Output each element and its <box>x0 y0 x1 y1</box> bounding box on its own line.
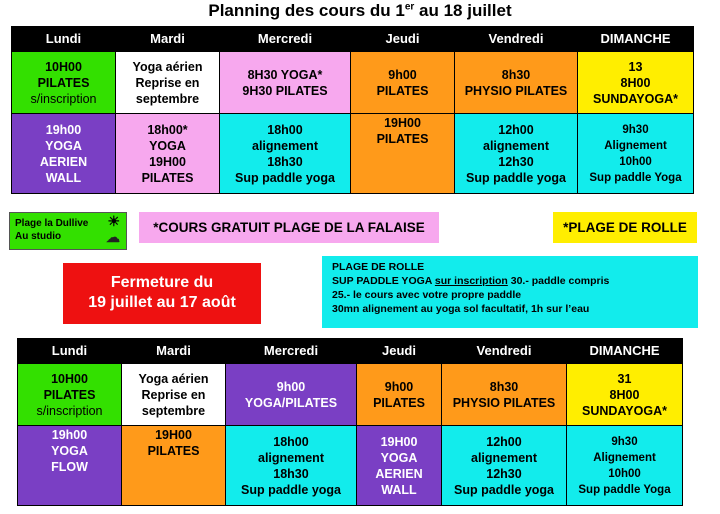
class-cell-mercredi: 8H30 YOGA* 9H30 PILATES <box>220 52 351 114</box>
class-cell-mardi: Yoga aérien Reprise en septembre <box>122 364 226 426</box>
header-row <box>12 27 694 52</box>
day-header: Jeudi <box>351 27 455 52</box>
class-cell-vendredi: 8h30 PHYSIO PILATES <box>442 364 567 426</box>
legend-beach-label: Plage la Dullive <box>15 218 89 229</box>
class-cell-jeudi: 9h00 PILATES <box>351 52 455 114</box>
day-header: Mardi <box>116 27 220 52</box>
table-row <box>12 114 694 194</box>
day-header: Mercredi <box>220 27 351 52</box>
class-cell-jeudi: 9h00 PILATES <box>357 364 442 426</box>
class-cell-dimanche: 9h30 Alignement 10h00 Sup paddle Yoga <box>567 426 683 506</box>
rolle-notice: *PLAGE DE ROLLE <box>553 212 697 243</box>
schedule-table-week2 <box>17 338 683 506</box>
class-cell-lundi: 19h00 YOGA AERIEN WALL <box>12 114 116 194</box>
day-header: Mercredi <box>226 339 357 364</box>
day-header: Vendredi <box>442 339 567 364</box>
info-line: SUP PADDLE YOGA sur inscription 30.- paddle compris <box>332 275 610 287</box>
class-cell-mercredi: 18h00 alignement 18h30 Sup paddle yoga <box>226 426 357 506</box>
day-header: DIMANCHE <box>578 27 694 52</box>
class-cell-jeudi: 19H00 YOGA AERIEN WALL <box>357 426 442 506</box>
day-header: Lundi <box>18 339 122 364</box>
free-course-notice: *COURS GRATUIT PLAGE DE LA FALAISE <box>139 212 439 243</box>
sun-icon: ☀ <box>107 213 120 229</box>
schedule-table-week1 <box>11 26 694 194</box>
rolle-info-box <box>322 256 698 328</box>
class-cell-lundi: 10H00 PILATES s/inscription <box>18 364 122 426</box>
class-cell-mardi: 19H00 PILATES <box>122 426 226 506</box>
location-legend <box>9 212 127 250</box>
day-header: Jeudi <box>357 339 442 364</box>
class-cell-dimanche: 31 8H00 SUNDAYOGA* <box>567 364 683 426</box>
day-header: Mardi <box>122 339 226 364</box>
closure-notice: Fermeture du 19 juillet au 17 août <box>63 263 261 324</box>
legend-studio-label: Au studio <box>15 231 62 242</box>
class-cell-mardi: Yoga aérien Reprise en septembre <box>116 52 220 114</box>
class-cell-vendredi: 12h00 alignement 12h30 Sup paddle yoga <box>455 114 578 194</box>
class-cell-vendredi: 12h00 alignement 12h30 Sup paddle yoga <box>442 426 567 506</box>
info-line: 30mn alignement au yoga sol facultatif, 1h sur l’eau <box>332 303 590 315</box>
header-row <box>18 339 683 364</box>
day-header: Vendredi <box>455 27 578 52</box>
class-cell-mercredi: 18h00 alignement 18h30 Sup paddle yoga <box>220 114 351 194</box>
class-cell-dimanche: 9h30 Alignement 10h00 Sup paddle Yoga <box>578 114 694 194</box>
day-header: DIMANCHE <box>567 339 683 364</box>
class-cell-vendredi: 8h30 PHYSIO PILATES <box>455 52 578 114</box>
day-header: Lundi <box>12 27 116 52</box>
page-title: Planning des cours du 1er au 18 juillet <box>208 1 512 20</box>
class-cell-lundi: 10H00 PILATES s/inscription <box>12 52 116 114</box>
cloud-icon: ☁ <box>106 229 120 245</box>
class-cell-jeudi: 19H00 PILATES <box>351 114 455 194</box>
class-cell-lundi: 19h00 YOGA FLOW <box>18 426 122 506</box>
table-row <box>12 52 694 114</box>
class-cell-dimanche: 13 8H00 SUNDAYOGA* <box>578 52 694 114</box>
class-cell-mercredi: 9h00 YOGA/PILATES <box>226 364 357 426</box>
class-cell-mardi: 18h00* YOGA 19H00 PILATES <box>116 114 220 194</box>
table-row <box>18 364 683 426</box>
info-heading: PLAGE DE ROLLE <box>332 261 425 273</box>
table-row <box>18 426 683 506</box>
info-line: 25.- le cours avec votre propre paddle <box>332 289 522 301</box>
